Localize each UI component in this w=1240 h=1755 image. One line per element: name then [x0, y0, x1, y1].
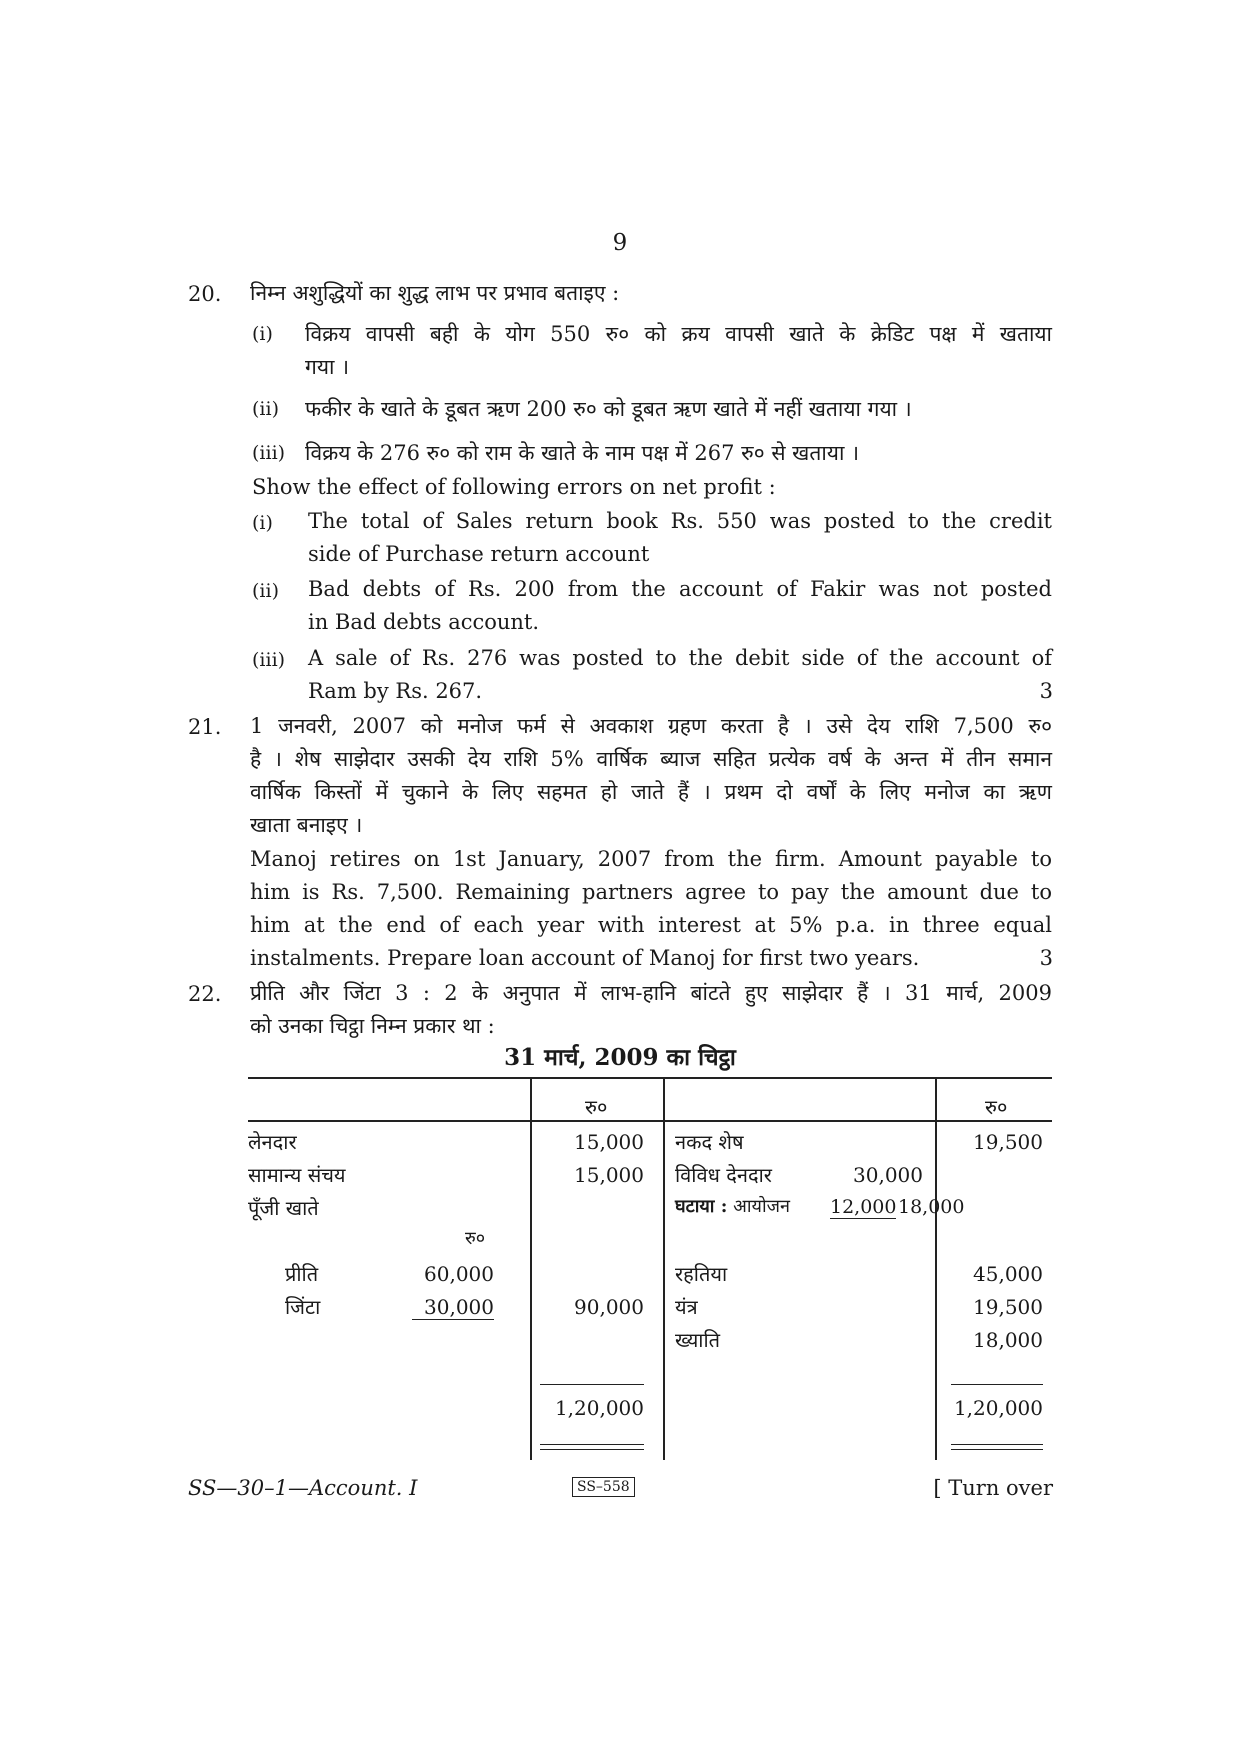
- q20-hindi-item-text: विक्रय के 276 रु० को राम के खाते के नाम पक्ष में 267 रु० से खताया ।: [305, 441, 860, 465]
- q21-marks: 3: [1039, 946, 1053, 970]
- cash-amount: 19,500: [973, 1130, 1043, 1154]
- table-divider: [530, 1077, 532, 1460]
- q21-english-line: Manoj retires on 1st January, 2007 from the firm. Amount payable to: [250, 847, 1052, 871]
- provision-amount: 12,000: [830, 1196, 897, 1218]
- liabilities-double-rule: [540, 1444, 644, 1450]
- table-divider: [663, 1077, 665, 1460]
- table-divider: [935, 1077, 937, 1460]
- preeti-capital: 60,000: [424, 1262, 494, 1286]
- q20-english-item-text: side of Purchase return account: [308, 542, 650, 566]
- q21-english-line: him is Rs. 7,500. Remaining partners agree to pay the amount due to: [250, 880, 1052, 904]
- q22-number: 22.: [188, 982, 222, 1006]
- q20-english-item-text: Ram by Rs. 267.: [308, 679, 483, 703]
- q22-hindi-line: को उनका चिट्ठा निम्न प्रकार था :: [250, 1014, 495, 1038]
- capital-currency-label: रु०: [465, 1228, 486, 1249]
- q21-hindi-line: है । शेष साझेदार उसकी देय राशि 5% वार्षिक ब्याज सहित प्रत्येक वर्ष के अन्त में तीन समान: [250, 747, 1052, 771]
- q20-marks: 3: [1039, 679, 1053, 703]
- cash-label: नकद शेष: [675, 1130, 744, 1154]
- debtors-net-amount: 18,000: [898, 1196, 965, 1218]
- q21-number: 21.: [188, 715, 222, 739]
- general-reserve-label: सामान्य संचय: [248, 1163, 346, 1187]
- q21-hindi-line: खाता बनाइए ।: [250, 813, 363, 837]
- series-code-box: SS–558: [572, 1477, 635, 1497]
- zinta-underline: [412, 1319, 494, 1320]
- goodwill-amount: 18,000: [973, 1328, 1043, 1352]
- q20-english-item-text: The total of Sales return book Rs. 550 was posted to the credit: [308, 509, 1052, 533]
- turn-over-note: [ Turn over: [933, 1476, 1053, 1500]
- capital-total: 90,000: [574, 1295, 644, 1319]
- sundry-debtors-gross: 30,000: [853, 1163, 923, 1187]
- table-header-rule: [248, 1120, 1052, 1122]
- q20-english-item-text: Bad debts of Rs. 200 from the account of Fakir was not posted: [308, 577, 1052, 601]
- page-number: 9: [612, 230, 628, 256]
- machinery-label: यंत्र: [675, 1295, 698, 1319]
- table-top-rule: [248, 1077, 1052, 1079]
- creditors-label: लेनदार: [248, 1130, 297, 1154]
- q20-hindi-item-label: (ii): [252, 398, 279, 420]
- q20-hindi-item-label: (iii): [252, 442, 286, 464]
- creditors-amount: 15,000: [574, 1130, 644, 1154]
- preeti-label: प्रीति: [285, 1262, 319, 1286]
- capital-accounts-label: पूँजी खाते: [248, 1196, 319, 1220]
- q20-hindi-item-text: फकीर के खाते के डूबत ऋण 200 रु० को डूबत ऋण खाते में नहीं खताया गया ।: [305, 397, 912, 421]
- stock-label: रहतिया: [675, 1262, 728, 1286]
- assets-total-rule: [951, 1384, 1043, 1385]
- q20-hindi-item-label: (i): [252, 323, 273, 345]
- q22-hindi-line: प्रीति और जिंटा 3 : 2 के अनुपात में लाभ-हानि बांटते हुए साझेदार हैं । 31 मार्च, 2009: [250, 981, 1052, 1005]
- goodwill-label: ख्याति: [675, 1328, 721, 1352]
- assets-total: 1,20,000: [953, 1396, 1043, 1420]
- q20-english-item-text: in Bad debts account.: [308, 610, 540, 634]
- liabilities-currency-header: रु०: [585, 1095, 608, 1119]
- less-label: घटाया :: [675, 1196, 728, 1217]
- q21-english-line: instalments. Prepare loan account of Manoj for first two years.: [250, 946, 920, 970]
- balance-sheet-title: 31 मार्च, 2009 का चिट्ठा: [504, 1044, 736, 1071]
- q20-english-intro: Show the effect of following errors on net profit :: [252, 475, 776, 499]
- zinta-capital: 30,000: [424, 1295, 494, 1319]
- provision-label: आयोजन: [733, 1196, 790, 1217]
- paper-code: SS—30–1—Account. I: [188, 1476, 418, 1500]
- zinta-label: जिंटा: [285, 1295, 321, 1319]
- q20-english-item-label: (iii): [252, 649, 286, 671]
- assets-double-rule: [951, 1444, 1043, 1450]
- provision-line: [675, 1194, 790, 1218]
- q20-english-item-label: (ii): [252, 580, 279, 602]
- liabilities-total-rule: [540, 1384, 644, 1385]
- liabilities-total: 1,20,000: [554, 1396, 644, 1420]
- q21-hindi-line: वार्षिक किस्तों में चुकाने के लिए सहमत हो जाते हैं । प्रथम दो वर्षों के लिए मनोज का ऋण: [250, 780, 1052, 804]
- q20-hindi-item-text: गया ।: [305, 355, 350, 379]
- q21-hindi-line: 1 जनवरी, 2007 को मनोज फर्म से अवकाश ग्रहण करता है । उसे देय राशि 7,500 रु०: [250, 714, 1052, 738]
- q20-english-item-label: (i): [252, 512, 273, 534]
- assets-currency-header: रु०: [985, 1095, 1008, 1119]
- stock-amount: 45,000: [973, 1262, 1043, 1286]
- q20-english-item-text: A sale of Rs. 276 was posted to the debit side of the account of: [308, 646, 1052, 670]
- q21-english-line: him at the end of each year with interest at 5% p.a. in three equal: [250, 913, 1052, 937]
- general-reserve-amount: 15,000: [574, 1163, 644, 1187]
- q20-hindi-intro: निम्न अशुद्धियों का शुद्ध लाभ पर प्रभाव बताइए :: [250, 281, 620, 305]
- machinery-amount: 19,500: [973, 1295, 1043, 1319]
- sundry-debtors-label: विविध देनदार: [675, 1163, 772, 1187]
- q20-hindi-item-text: विक्रय वापसी बही के योग 550 रु० को क्रय वापसी खाते के क्रेडिट पक्ष में खताया: [305, 322, 1052, 346]
- q20-number: 20.: [188, 282, 222, 306]
